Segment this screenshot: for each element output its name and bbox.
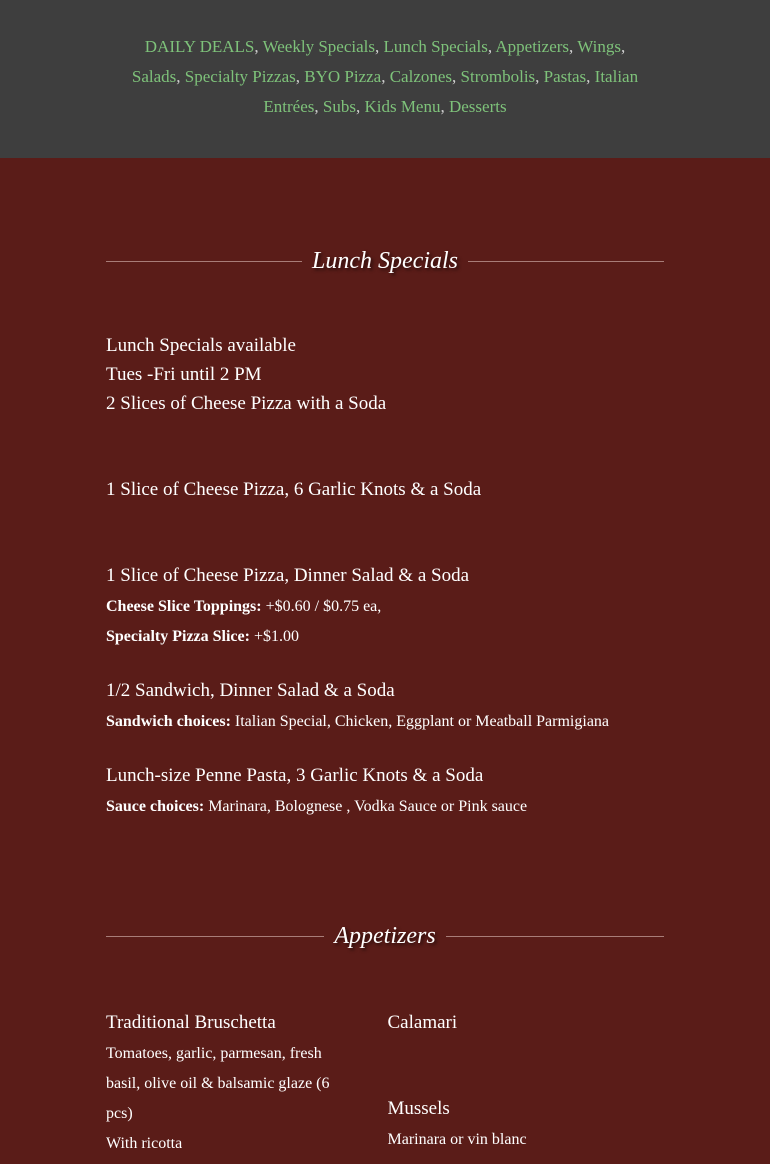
lunch-item-name: 1/2 Sandwich, Dinner Salad & a Soda: [106, 680, 395, 701]
lunch-availability: Lunch Specials available: [106, 335, 296, 356]
detail-label: Cheese Slice Toppings:: [106, 598, 262, 615]
nav-separator: ,: [620, 37, 626, 56]
lunch-item-detail: [106, 792, 664, 822]
nav-wings[interactable]: Wings: [577, 37, 621, 56]
nav-strombolis[interactable]: Strombolis: [460, 67, 536, 86]
nav-separator: ,: [355, 97, 361, 116]
nav-separator: ,: [487, 37, 493, 56]
nav-separator: ,: [254, 37, 259, 56]
nav-separator: ,: [586, 67, 591, 86]
nav-specialty-pizzas[interactable]: Specialty Pizzas: [184, 67, 296, 86]
lunch-item-detail: [106, 707, 664, 737]
nav-calzones[interactable]: Calzones: [389, 67, 453, 86]
nav-byo-pizza[interactable]: BYO Pizza: [304, 67, 382, 86]
lunch-item-name: 1 Slice of Cheese Pizza, Dinner Salad & a Soda: [106, 565, 470, 586]
heading-rule-left: [106, 936, 324, 937]
appetizer-extra: With ricotta: [106, 1135, 183, 1152]
detail-value: +$1.00: [249, 628, 299, 645]
lunch-intro: [106, 331, 664, 389]
appetizer-name: Mussels: [387, 1098, 450, 1119]
nav-separator: ,: [535, 67, 540, 86]
nav-desserts[interactable]: Desserts: [448, 97, 507, 116]
nav-separator: ,: [295, 67, 300, 86]
nav-separator: ,: [452, 67, 457, 86]
section-title: Appetizers: [334, 922, 436, 949]
nav-kids-menu[interactable]: Kids Menu: [364, 97, 441, 116]
lunch-hours: Tues -Fri until 2 PM: [106, 364, 262, 385]
appetizer-description: Tomatoes, garlic, parmesan, fresh basil, olive oil & balsamic glaze (6 pcs): [106, 1045, 330, 1122]
detail-value: Marinara, Bolognese , Vodka Sauce or Pink sauce: [204, 798, 528, 815]
nav-salads[interactable]: Salads: [131, 67, 177, 86]
heading-rule-left: [106, 261, 302, 262]
nav-separator: ,: [314, 97, 319, 116]
lunch-item-detail: [106, 622, 664, 652]
nav-separator: ,: [440, 97, 445, 116]
nav-separator: ,: [569, 37, 574, 56]
nav-separator: ,: [374, 37, 380, 56]
detail-label: Sauce choices:: [106, 798, 205, 815]
detail-label: Specialty Pizza Slice:: [106, 628, 250, 645]
lunch-item-name: 2 Slices of Cheese Pizza with a Soda: [106, 393, 387, 414]
detail-value: +$0.60 / $0.75 ea,: [261, 598, 382, 615]
lunch-specials-heading: [106, 241, 664, 281]
nav-weekly-specials[interactable]: Weekly Specials: [262, 37, 375, 56]
nav-daily-deals[interactable]: DAILY DEALS: [144, 37, 255, 56]
detail-value: Italian Special, Chicken, Eggplant or Meatball Parmigiana: [230, 713, 610, 730]
menu-content: [0, 241, 770, 1159]
appetizer-description: Marinara or vin blanc: [387, 1131, 527, 1148]
nav-pastas[interactable]: Pastas: [543, 67, 587, 86]
appetizer-name: Calamari: [387, 1012, 458, 1033]
appetizers-left-column: [106, 1008, 336, 1159]
category-nav: [0, 0, 770, 158]
heading-rule-right: [446, 936, 664, 937]
nav-separator: ,: [176, 67, 181, 86]
nav-separator: ,: [381, 67, 386, 86]
lunch-item-detail: [106, 592, 664, 622]
appetizer-name: Traditional Bruschetta: [106, 1012, 276, 1033]
nav-lunch-specials[interactable]: Lunch Specials: [383, 37, 488, 56]
appetizers-columns: [106, 1008, 664, 1159]
detail-label: Sandwich choices:: [106, 713, 231, 730]
nav-italian-entrees[interactable]: Italian Entrées: [263, 67, 639, 116]
nav-appetizers[interactable]: Appetizers: [495, 37, 570, 56]
appetizers-heading: [106, 916, 664, 956]
appetizers-right-column: [388, 1008, 665, 1159]
heading-rule-right: [468, 261, 664, 262]
lunch-item-name: Lunch-size Penne Pasta, 3 Garlic Knots & a Soda: [106, 765, 484, 786]
lunch-item-name: 1 Slice of Cheese Pizza, 6 Garlic Knots & a Soda: [106, 479, 482, 500]
nav-subs[interactable]: Subs: [322, 97, 356, 116]
section-title: Lunch Specials: [312, 247, 458, 274]
